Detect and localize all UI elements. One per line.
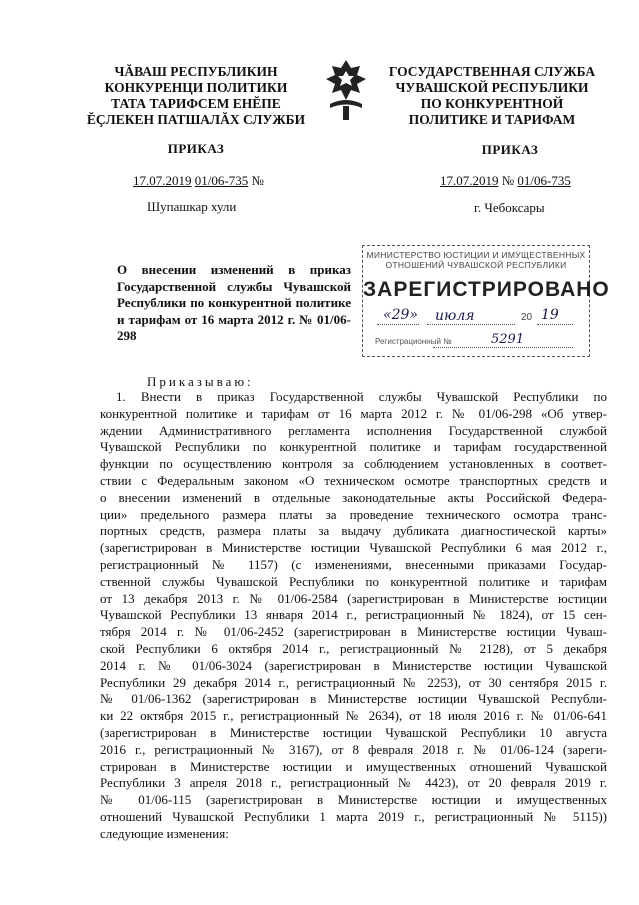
number-sign-left: № (251, 173, 264, 188)
order-title-russian: ПРИКАЗ (481, 142, 539, 157)
body-line: 2016 г., регистрационный № 3167), от 8 февраля 2018 г. № 01/06-124 (зареги- (100, 741, 607, 757)
stamp-reg-number (373, 334, 579, 350)
body-line: конкурентной политике и тарифам от 16 марта 2012 г. № 01/06-298 «Об утвер- (100, 405, 607, 421)
stamp-year-suffix: 19 (541, 307, 559, 323)
body-line: функции по осуществлению контроля за соблюдением установленных в соответ- (100, 456, 607, 472)
stamp-date (373, 307, 579, 328)
stamp-date-line (427, 324, 515, 325)
number-sign-right: № (501, 173, 515, 188)
city-russian: г. Чебоксары (474, 200, 545, 215)
chuvash-emblem-icon (322, 56, 370, 122)
body-line: Республики 3 апреля 2018 г., регистрационный № 4423), от 20 февраля 2019 г. (100, 775, 607, 791)
stamp-reg-label: Регистрационный № (375, 337, 452, 346)
body-line: 2014 г. № 01/06-3024 (зарегистрирован в Министерстве юстиции Чувашской (100, 657, 607, 673)
body-line: Республики 29 декабря 2014 г., регистрационный № 2253), от 30 сентября 2015 г. (100, 674, 607, 690)
order-subject: О внесении изменений в приказ Государственной службы Чувашской Республики по конкурентной политике и тарифам от 16 марта 2012 г. № 01/06-298 (117, 262, 351, 343)
body-line: от 13 декабря 2013 г. № 01/06-2584 (зарегистрирован в Министерстве юстиции (100, 590, 607, 606)
order-number-left: 01/06-735 (194, 173, 249, 188)
stamp-reg-value: 5291 (491, 332, 525, 347)
order-reg-right (440, 173, 571, 189)
stamp-org-line: МИНИСТЕРСТВО ЮСТИЦИИ И ИМУЩЕСТВЕННЫХ (366, 250, 586, 260)
stamp-month: июля (435, 308, 475, 324)
body-line: следующие изменения: (100, 825, 229, 841)
stamp-date-line (377, 324, 419, 325)
city-chuvash: Шупашкар хули (147, 199, 237, 214)
stamp-registered: ЗАРЕГИСТРИРОВАНО (363, 278, 610, 301)
header-line: ПО КОНКУРЕНТНОЙ (420, 96, 564, 111)
stamp-year-prefix: 20 (521, 312, 533, 323)
order-date-left: 17.07.2019 (133, 173, 192, 188)
body-line: Чувашской Республики 13 января 2014 г., регистрационный № 1824), от 15 сен- (100, 607, 607, 623)
header-chuvash (78, 64, 314, 128)
body-text (100, 389, 607, 843)
header-line: ГОСУДАРСТВЕННАЯ СЛУЖБА (388, 64, 596, 79)
stamp-number-line (433, 347, 573, 348)
body-line: тября 2014 г. № 01/06-2452 (зарегистрирован в Министерстве юстиции Чуваш- (100, 624, 607, 640)
header-line: ĔÇЛЕКЕН ПАТШАЛĂХ СЛУЖБИ (86, 112, 306, 127)
stamp-organization (363, 250, 589, 270)
body-line: ствии с Федеральным законом «О техническом осмотре транспортных средств и (100, 472, 607, 488)
body-line: портных средств, размера платы за выдачу дубликата диагностической карты» (100, 523, 607, 539)
header-line: КОНКУРЕНЦИ ПОЛИТИКИ (104, 80, 288, 95)
body-line: (зарегистрирован в Министерстве юстиции Чувашской Республики 6 мая 2012 г., (100, 540, 607, 556)
header-line: ЧУВАШСКОЙ РЕСПУБЛИКИ (395, 80, 589, 95)
order-date-right: 17.07.2019 (440, 173, 499, 188)
header-russian (372, 64, 612, 128)
body-line: ции» предельного размера платы за проведение технического осмотра транс- (100, 506, 607, 522)
body-line: о внесении изменений в отдельные законодательные акты Российской Федера- (100, 489, 607, 505)
order-reg-left (133, 173, 264, 189)
body-line: стрирован в Министерстве юстиции и имущественных отношений Чувашской (100, 758, 607, 774)
stamp-date-line (537, 324, 573, 325)
body-line: № 01/06-115 (зарегистрирован в Министерстве юстиции и имущественных (100, 792, 607, 808)
header-line: ЧĂВАШ РЕСПУБЛИКИН (114, 64, 278, 79)
body-line: Чувашской Республики по конкурентной политике и тарифам государственной (100, 439, 607, 455)
body-line: (зарегистрирован в Министерстве юстиции Чувашской Республики 10 августа (100, 724, 607, 740)
body-line: № 01/06-1362 (зарегистрирован в Министерстве юстиции Чувашской Республи- (100, 691, 607, 707)
body-line: ждении Административного регламента исполнения Государственной службой (100, 422, 607, 438)
order-number-right: 01/06-735 (517, 173, 571, 188)
header-line: ТАТА ТАРИФСЕМ ЕНĔПЕ (111, 96, 281, 111)
body-line: ской Республики 6 октября 2014 г., регистрационный № 2128), от 5 декабря (100, 640, 607, 656)
stamp-day: «29» (383, 307, 418, 323)
body-line: отношений Чувашской Республики 1 марта 2019 г., регистрационный № 5115)) (100, 808, 607, 824)
body-line: ственной службы Чувашской Республики по конкурентной политике и тарифам (100, 573, 607, 589)
body-line: 1. Внести в приказ Государственной службы Чувашской Республики по (116, 389, 607, 404)
stamp-org-line: ОТНОШЕНИЙ ЧУВАШСКОЙ РЕСПУБЛИКИ (385, 260, 567, 270)
order-title-chuvash: ПРИКАЗ (167, 141, 225, 156)
header-line: ПОЛИТИКЕ И ТАРИФАМ (408, 112, 576, 127)
prikazyvayu-heading: Приказываю: (147, 374, 254, 389)
registration-stamp (362, 245, 610, 357)
body-line: регистрационный № 1157) (с изменениями, внесенными приказами Государ- (100, 556, 607, 572)
body-line: ки 22 октября 2015 г., регистрационный № 2634), от 18 июля 2016 г. № 01/06-641 (100, 708, 607, 724)
